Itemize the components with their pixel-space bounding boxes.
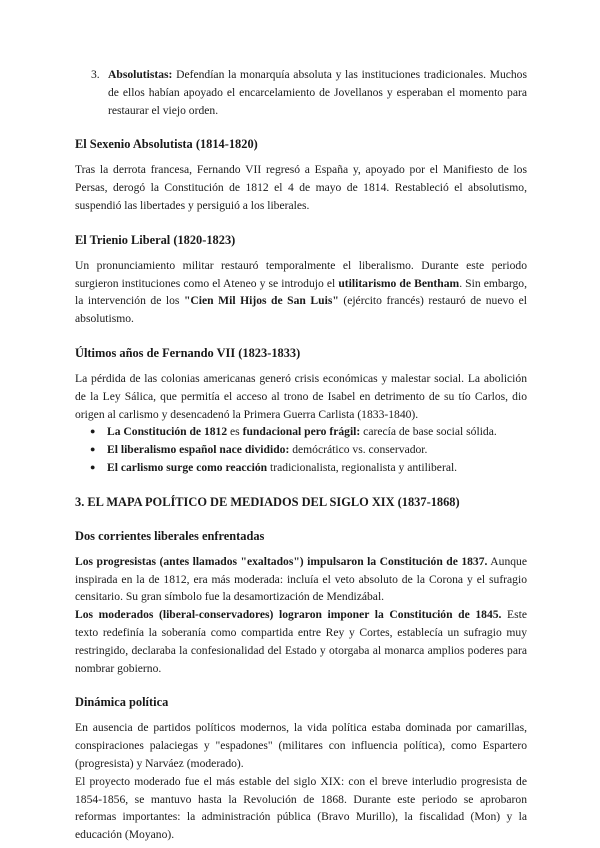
list-item: [90, 459, 527, 477]
absolutistas-text: Defendían la monarquía absoluta y las instituciones tradicionales. Muchos de ellos habían apoyado el encarcelamiento de Jovellanos y esperaban el momento para restaurar el viejo orden.: [108, 68, 527, 117]
list-item: [90, 441, 527, 459]
trienio-text-b: . Sin embargo, la intervención de los: [75, 276, 527, 308]
heading-ultimos: Últimos años de Fernando VII (1823-1833): [75, 345, 301, 360]
bullet-list: [75, 423, 527, 476]
bullet-icon: ●: [90, 461, 96, 472]
trienio-text-a: Un pronunciamiento militar restauró temporalmente el liberalismo. Durante este periodo surgieron instituciones como el Ateneo y se introdujo el: [75, 258, 527, 290]
absolutistas-title: Absolutistas:: [108, 68, 173, 81]
heading-corrientes: Dos corrientes liberales enfrentadas: [75, 528, 265, 543]
bullet-icon: ●: [90, 426, 96, 437]
bullet-icon: ●: [90, 444, 96, 455]
bullet-text: es: [227, 425, 243, 439]
bullet-text: tradicionalista, regionalista y antiliberal.: [267, 460, 458, 474]
paragraph-sexenio: Tras la derrota francesa, Fernando VII regresó a España y, apoyado por el Manifiesto de los Persas, derogó la Constitución de 1812 el 4 de mayo de 1814. Restableció el absolutismo, suspendió las libertades y persiguió a los liberales.: [75, 163, 527, 212]
bullet-text-2: carecía de base social sólida.: [360, 425, 497, 439]
paragraph-ultimos: La pérdida de las colonias americanas generó crisis económicas y malestar social. La abolición de la Ley Sálica, que permitía el acceso al trono de Isabel en detrimento de su tío Carlos, dio origen al carlismo y desencadenó la Primera Guerra Carlista (1833-1840).: [75, 371, 527, 421]
heading-trienio: El Trienio Liberal (1820-1823): [75, 232, 236, 247]
list-item: [90, 423, 527, 441]
bullet-bold: El carlismo surge como reacción: [107, 460, 268, 474]
trienio-text-c: (ejército francés) restauró de nuevo el absolutismo.: [75, 294, 527, 326]
bullet-bold-2: fundacional pero frágil:: [242, 425, 361, 439]
absolutistas-paragraph: [108, 66, 527, 119]
trienio-cien-mil: "Cien Mil Hijos de San Luis": [183, 294, 339, 308]
bullet-bold: La Constitución de 1812: [107, 425, 228, 439]
item-number: 3.: [91, 68, 100, 81]
paragraph-progresistas: [75, 553, 527, 606]
paragraph-trienio: [75, 257, 527, 328]
trienio-bentham: utilitarismo de Bentham: [338, 276, 460, 290]
paragraph-dinamica-1: En ausencia de partidos políticos modernos, la vida política estaba dominada por camarillas, conspiraciones palaciegas y "espadones" (militares con influencia política), como Espartero (progresista) y Narváez (moderado).: [75, 721, 527, 770]
moderados-bold: Los moderados (liberal-conservadores) lograron imponer la Constitución de 1845.: [75, 608, 502, 622]
paragraph-moderados: [75, 606, 527, 677]
heading-dinamica: Dinámica política: [75, 695, 169, 710]
document-page: [75, 66, 527, 844]
bullet-text: demócrático vs. conservador.: [289, 443, 428, 457]
progresistas-bold: Los progresistas (antes llamados "exaltados") impulsaron la Constitución de 1837.: [75, 554, 488, 568]
heading-sexenio: El Sexenio Absolutista (1814-1820): [75, 137, 258, 152]
bullet-bold: El liberalismo español nace dividido:: [107, 443, 290, 457]
numbered-item-absolutistas: [91, 66, 527, 119]
progresistas-text: Aunque inspirada en la de 1812, era más moderada: incluía el veto absoluto de la Corona y el sufragio censitario. Su gran símbolo fue la desamortización de Mendizábal.: [75, 554, 527, 604]
section-heading-mapa: 3. EL MAPA POLÍTICO DE MEDIADOS DEL SIGLO XIX (1837-1868): [75, 494, 460, 509]
paragraph-dinamica-2: El proyecto moderado fue el más estable del siglo XIX: con el breve interludio progresista de 1854-1856, se mantuvo hasta la Revolución de 1868. Durante este periodo se aprobaron reformas importantes: la administración pública (Bravo Murillo), la fiscalidad (Mon) y la educación (Moyano).: [75, 774, 527, 842]
moderados-text: Este texto redefinía la soberanía como compartida entre Rey y Cortes, establecía un sufragio muy restringido, declaraba la confesionalidad del Estado y otorgaba al monarca amplios poderes para nombrar gobierno.: [75, 608, 527, 675]
